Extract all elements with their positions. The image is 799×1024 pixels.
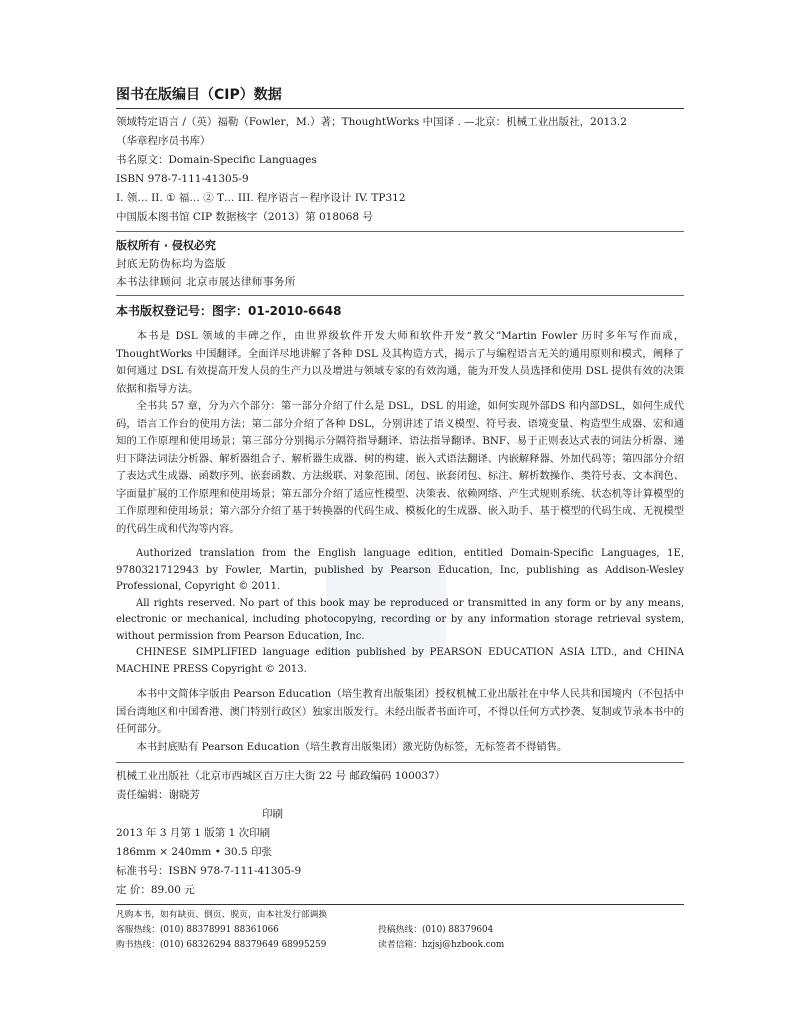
- service-hotline: 客服热线：(010) 88378991 88361066: [116, 925, 279, 935]
- editor: 责任编辑：谢晓芳: [116, 789, 200, 801]
- original-title: 书名原文：Domain-Specific Languages: [116, 154, 317, 166]
- printer-label: 印刷: [262, 808, 283, 820]
- anti-piracy-note: 封底无防伪标均为盗版: [116, 258, 226, 270]
- price: 定 价：89.00 元: [116, 884, 195, 896]
- edition-info: 2013 年 3 月第 1 版第 1 次印刷: [116, 827, 271, 839]
- chinese-rights-block: [116, 686, 684, 756]
- standard-isbn: 标准书号：ISBN 978-7-111-41305-9: [116, 865, 302, 877]
- copyright-page: [116, 84, 684, 953]
- divider: [116, 762, 684, 763]
- cip-line: 领域特定语言 /（英）福勒（Fowler，M.）著；ThoughtWorks 中国译 . —北京：机械工业出版社，2013.2: [116, 116, 627, 128]
- cip-isbn: ISBN 978-7-111-41305-9: [116, 173, 249, 185]
- legal-counsel: 本书法律顾问 北京市展达律师事务所: [116, 276, 296, 288]
- rights-block: [116, 236, 684, 291]
- purchase-hotline: 购书热线：(010) 68326294 88379649 68995259: [116, 940, 327, 950]
- description-paragraph: 本书是 DSL 领域的丰碑之作，由世界级软件开发大师和软件开发“教父”Martin Fowler 历时多年写作而成，ThoughtWorks 中国翻译。全面详尽地讲解了各种 DSL 及其构造方式，揭示了与编程语言无关的通用原则和模式，阐释了如何通过 DSL 有效提高开发人员的生产力以及增进与领域专家的有效沟通，能为开发人员选择和使用 DSL 提供有效的决策依据和指导方法。: [116, 330, 684, 395]
- format-info: 186mm × 240mm • 30.5 印张: [116, 846, 272, 858]
- description-paragraph: 全书共 57 章，分为六个部分：第一部分介绍了什么是 DSL，DSL 的用途，如何实现外部DS 和内部DSL，如何生成代码，语言工作台的使用方法；第二部分介绍了各种 DSL，分别讲述了语义模型、符号表、语境变量、构造型生成器、宏和通知的工作原理和使用场景；第三部分分别揭示分隔符指导翻译、语法指导翻译、BNF、易于正则表达式表的词法分析器、递归下降法词法分析器、解析器组合子、解析器生成器、树的构建、嵌入式语法翻译、内嵌解释器、外加代码等；第四部分介绍了表达式生成器、函数序列、嵌套函数、方法级联、对象范围、闭包、嵌套闭包、标注、解析数操作、类符号表、文本润色、字面量扩展的工作原理和使用场景；第五部分介绍了适应性模型、决策表、依赖网络、产生式规则系统、状态机等计算模型的工作原理和使用场景；第六部分介绍了基于转换器的代码生成、模板化的生成器、嵌入助手、基于模型的代码生成、无视模型的代码生成和代沟等内容。: [116, 400, 684, 535]
- footer-block: [116, 908, 684, 953]
- divider: [116, 108, 684, 109]
- reader-mail: 读者信箱：hzjsj@hzbook.com: [378, 940, 505, 950]
- chinese-rights-paragraph: 本书封底贴有 Pearson Education（培生教育出版集团）激光防伪标签，无标签者不得销售。: [136, 740, 568, 753]
- english-rights-block: [116, 546, 684, 678]
- description-block: [116, 328, 684, 538]
- cip-series: （华章程序员书库）: [116, 135, 211, 147]
- chinese-rights-paragraph: 本书中文简体字版由 Pearson Education（培生教育出版集团）授权机械工业出版社在中华人民共和国境内（不包括中国台湾地区和中国香港、澳门特别行政区）独家出版发行。未经出版者书面许可，不得以任何方式抄袭、复制或节录本书中的任何部分。: [116, 688, 684, 735]
- submission-hotline: 投稿热线：(010) 88379604: [378, 925, 494, 935]
- publisher-block: [116, 767, 684, 900]
- footer-notice: 凡购本书，如有缺页、倒页、脱页，由本社发行部调换: [116, 910, 328, 920]
- english-paragraph: CHINESE SIMPLIFIED language edition published by PEARSON EDUCATION ASIA LTD., and CHINA MACHINE PRESS Copyright © 2013.: [116, 647, 684, 675]
- footer-row: [116, 938, 684, 953]
- cip-title: 图书在版编目（CIP）数据: [116, 87, 282, 103]
- registration-number: 本书版权登记号：图字：01-2010-6648: [116, 304, 342, 318]
- footer-row: [116, 923, 684, 938]
- divider: [116, 231, 684, 232]
- publisher-address: 机械工业出版社（北京市西城区百万庄大街 22 号 邮政编码 100037）: [116, 770, 446, 782]
- rights-heading: 版权所有 · 侵权必究: [116, 239, 216, 252]
- english-paragraph: All rights reserved. No part of this book may be reproduced or transmitted in any form or by any means, electronic or mechanical, including photocopying, recording or by any information storage retrieval system, without permission from Pearson Education, Inc.: [116, 597, 684, 642]
- cip-number: 中国版本图书馆 CIP 数据核字（2013）第 018068 号: [116, 211, 373, 223]
- divider: [116, 295, 684, 296]
- english-paragraph: Authorized translation from the English language edition, entitled Domain-Specific Languages, 1E, 9780321712943 by Fowler, Martin, published by Pearson Education, Inc, publishing as Addison-Wesley Professional, Copyright © 2011.: [116, 548, 684, 592]
- cip-classification: I. 领… II. ① 福… ② T… III. 程序语言－程序设计 IV. TP312: [116, 192, 406, 204]
- cip-block: [116, 113, 684, 227]
- divider: [116, 904, 684, 905]
